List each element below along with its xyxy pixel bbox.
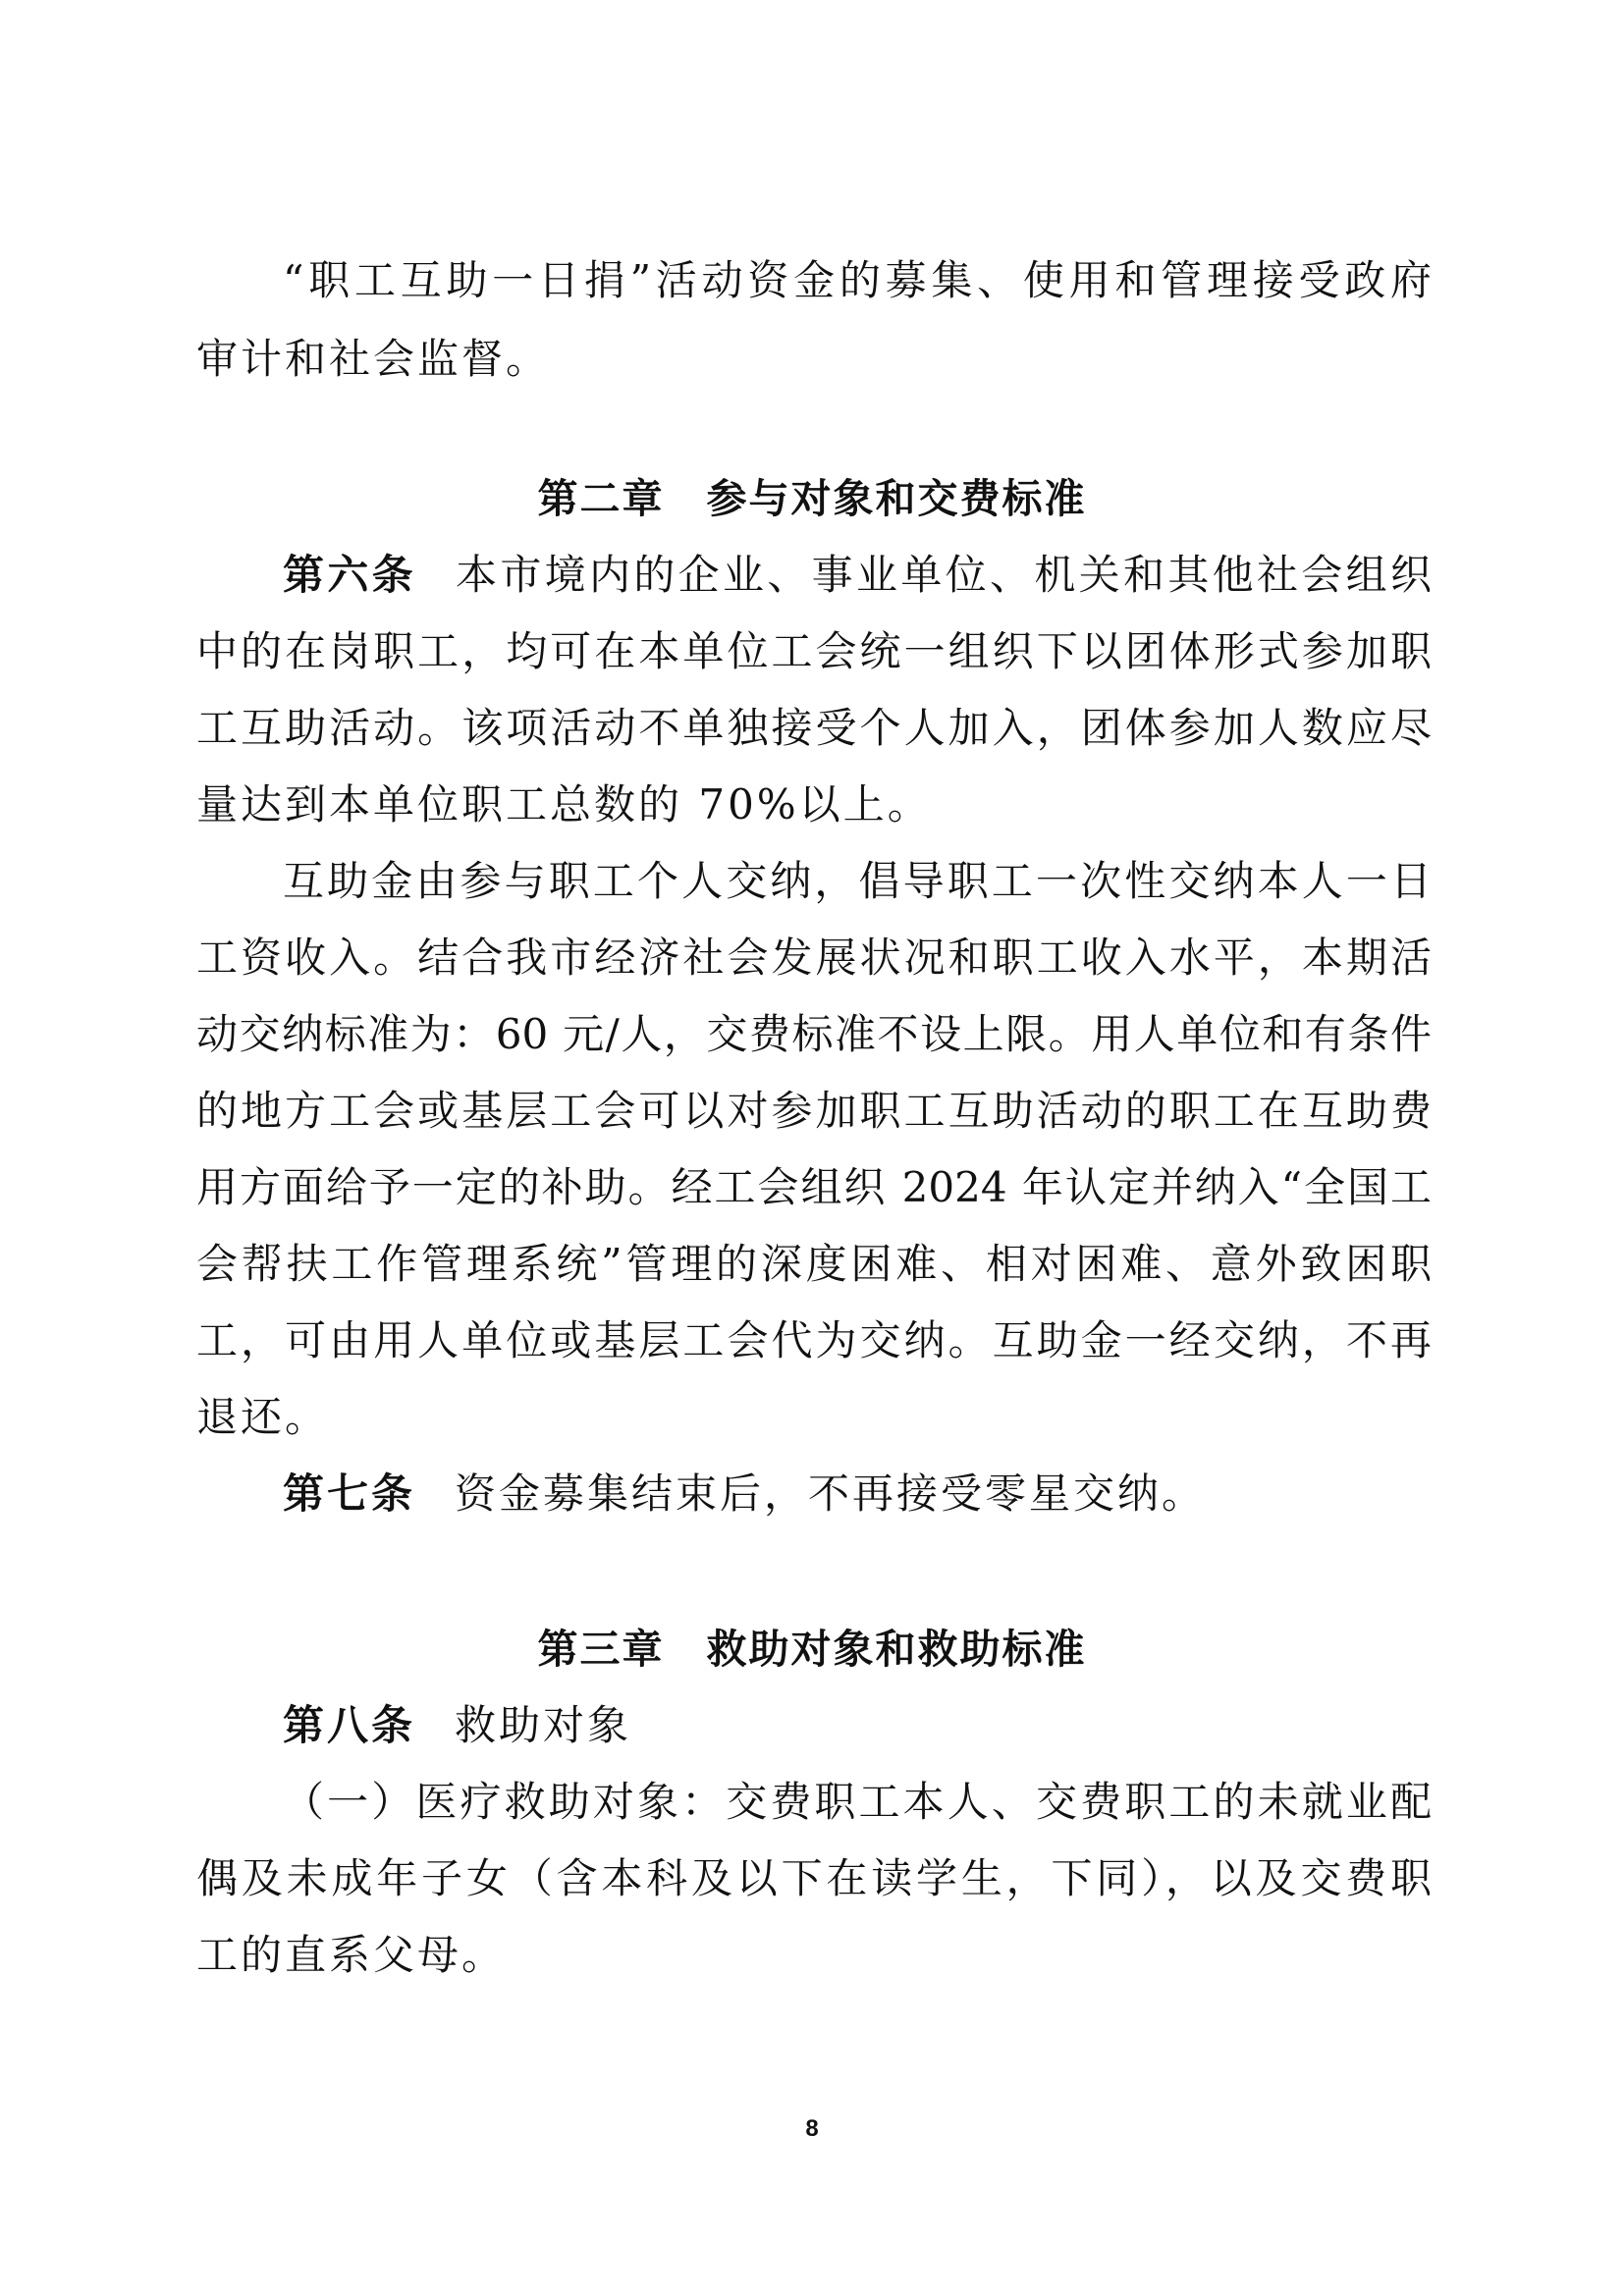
paragraph-line: 偶及未成年子女（含本科及以下在读学生，下同），以及交费职 [196,1854,1432,1902]
article-six-line [283,546,1432,605]
paragraph-line: 中的在岗职工，均可在本单位工会统一组织下以团体形式参加职 [196,627,1432,675]
chapter-title: 第三章 救助对象和救助标准 [537,1626,1087,1673]
paragraph-line: 工资收入。结合我市经济社会发展状况和职工收入水平，本期活 [196,934,1432,982]
article-eight-line [283,1696,1432,1755]
paragraph-line: 量达到本单位职工总数的 70%以上。 [196,780,932,828]
article-heading: 第六条 [283,551,416,599]
paragraph-line: 退还。 [196,1393,330,1441]
article-heading: 第八条 [283,1701,416,1749]
chapter-title: 第二章 参与对象和交费标准 [537,475,1087,522]
paragraph-line: 工互助活动。该项活动不单独接受个人加入，团体参加人数应尽 [196,704,1432,752]
paragraph-line: 互助金由参与职工个人交纳，倡导职工一次性交纳本人一日 [283,857,1432,905]
page-number: 8 [805,2115,819,2142]
paragraph-line: 审计和社会监督。 [196,335,551,383]
article-text: 本市境内的企业、事业单位、机关和其他社会组织 [456,551,1432,599]
paragraph-line: 用方面给予一定的补助。经工会组织 2024 年认定并纳入“全国工 [196,1163,1432,1211]
article-seven-line [283,1465,1432,1523]
paragraph-line: 的地方工会或基层工会可以对参加职工互助活动的职工在互助费 [196,1087,1432,1135]
paragraph-line: 会帮扶工作管理系统”管理的深度困难、相对困难、意外致困职 [196,1240,1432,1288]
paragraph-line: 工的直系父母。 [196,1931,507,1979]
paragraph-line: 工，可由用人单位或基层工会代为交纳。互助金一经交纳，不再 [196,1316,1432,1364]
article-heading: 第七条 [283,1469,416,1518]
paragraph-line: “职工互助一日捐”活动资金的募集、使用和管理接受政府 [283,256,1432,304]
article-text: 救助对象 [455,1701,632,1749]
paragraph-line: （一）医疗救助对象：交费职工本人、交费职工的未就业配 [283,1778,1432,1826]
article-text: 资金募集结束后，不再接受零星交纳。 [455,1469,1207,1518]
paragraph-line: 动交纳标准为：60 元/人，交费标准不设上限。用人单位和有条件 [196,1010,1432,1058]
